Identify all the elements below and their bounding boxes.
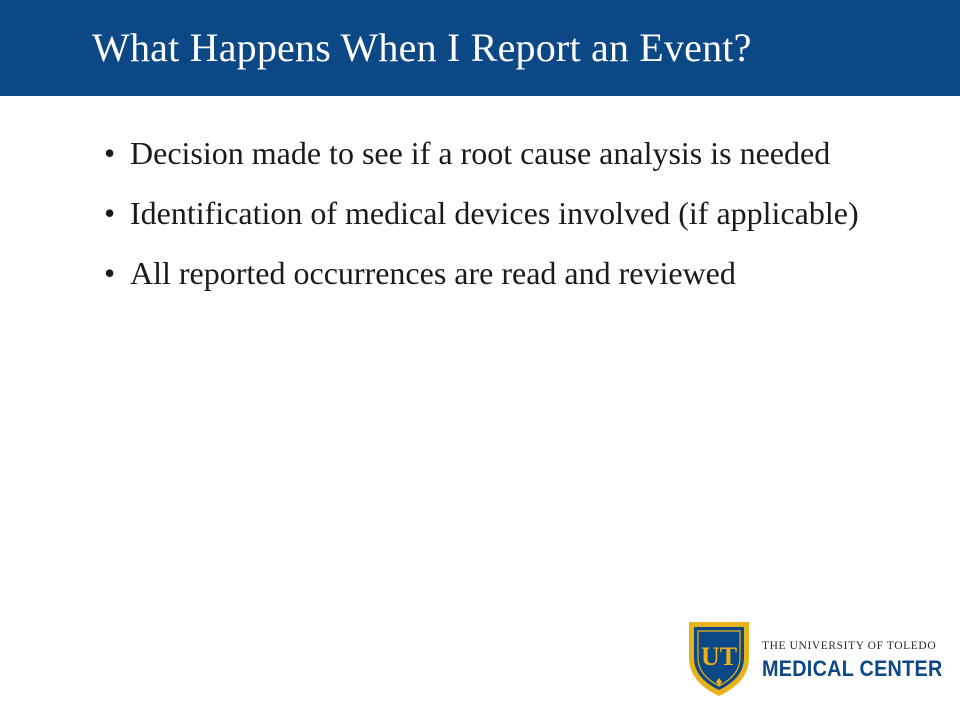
bullet-text: All reported occurrences are read and reviewed: [130, 255, 736, 291]
bullet-text: Identification of medical devices involved (if applicable): [130, 195, 859, 231]
bullet-item: [104, 254, 864, 292]
logo-monogram: UT: [700, 642, 738, 671]
logo-university-name: THE UNIVERSITY OF TOLEDO: [762, 640, 937, 652]
bullet-list: [104, 134, 864, 314]
bullet-dot-icon: •: [104, 135, 116, 171]
bullet-dot-icon: •: [104, 255, 116, 291]
bullet-item: [104, 194, 864, 232]
slide-title: What Happens When I Report an Event?: [92, 25, 752, 70]
shield-icon: [686, 618, 752, 698]
university-logo: [686, 618, 943, 698]
bullet-text: Decision made to see if a root cause analysis is needed: [130, 135, 831, 171]
bullet-item: [104, 134, 864, 172]
logo-medical-center: MEDICAL CENTER: [762, 656, 943, 681]
bullet-dot-icon: •: [104, 195, 116, 231]
title-bar: [0, 0, 960, 96]
